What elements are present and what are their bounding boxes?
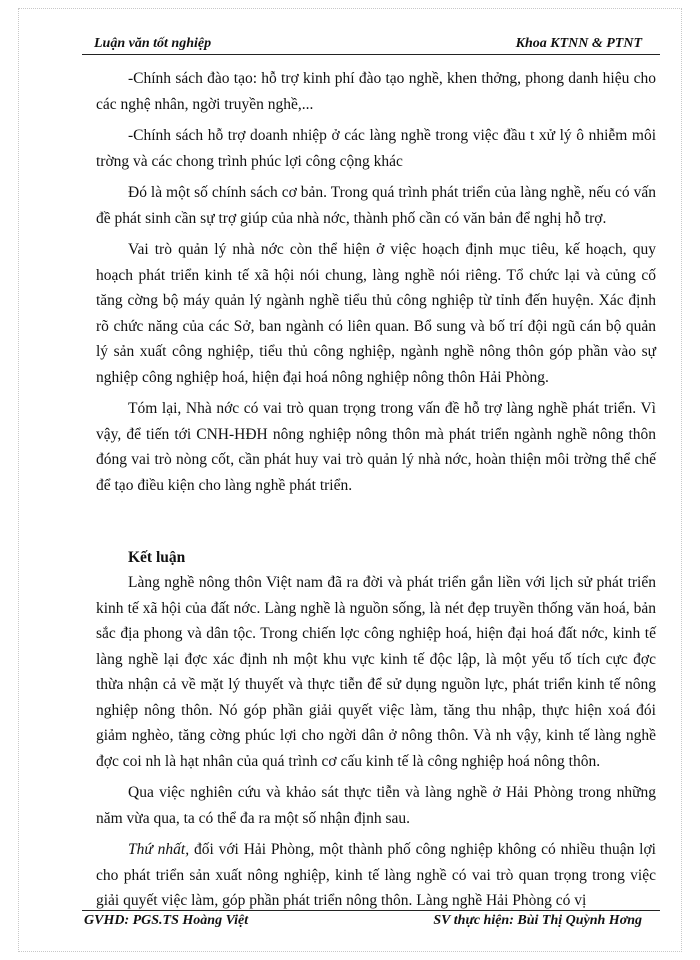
paragraph-basic-policies: Đó là một số chính sách cơ bản. Trong quá trình phát triển của làng nghề, nếu có vấn đề phát sinh cần sự trợ giúp của nhà nớc, thành phố cần có văn bản để nghị hỗ trợ. bbox=[96, 184, 656, 227]
page-footer bbox=[84, 913, 642, 931]
paragraph-conclusion-1: Làng nghề nông thôn Việt nam đã ra đời và phát triển gắn liền với lịch sử phát triển kinh tế xã hội của đất nớc. Làng nghề là nguồn sống, là nét đẹp truyền thống văn hoá, bản sắc địa phong và dân tộc. Trong chiến lợc công nghiệp hoá, hiện đại hoá đất nớc, kinh tế làng nghề lại đợc xác định nh một khu vực kinh tế độc lập, là một yếu tố tích cực đợc thừa nhận cả về mặt lý thuyết và thực tiễn để sử dụng nguồn lực, phát triển kinh tế nông nghiệp nông thôn. Nó góp phần giải quyết việc làm, tăng thu nhập, thực hiện xoá đói giảm nghèo, tăng cờng phúc lợi cho ngời dân ở nông thôn. Và nh vậy, kinh tế làng nghề đợc coi nh là hạt nhân của quá trình cơ cấu kinh tế là công nghiệp hoá nông thôn. bbox=[96, 574, 656, 770]
section-heading-conclusion: Kết luận bbox=[128, 549, 186, 566]
paragraph-state-management: Vai trò quản lý nhà nớc còn thể hiện ở việc hoạch định mục tiêu, kế hoạch, quy hoạch phát triển kinh tế xã hội nói chung, làng nghề nói riêng. Tổ chức lại và củng cố tăng cờng bộ máy quản lý ngành nghề tiểu thủ công nghiệp từ tỉnh đến huyện. Xác định rõ chức năng của các Sở, ban ngành có liên quan. Bổ sung và bố trí đội ngũ cán bộ quản lý sản xuất công nghiệp, tiểu thủ công nghiệp, ngành nghề nông thôn góp phần vào sự nghiệp công nghiệp hoá, hiện đại hoá nông nghiệp nông thôn Hải Phòng. bbox=[96, 241, 656, 386]
first-point-text: đối với Hải Phòng, một thành phố công nghiệp không có nhiều thuận lợi cho phát triển sản xuất nông nghiệp, kinh tế làng nghề có vai trò quan trọng trong việc giải quyết việc làm, góp phần phát triển nông thôn. Làng nghề Hải Phòng có vị bbox=[96, 841, 656, 909]
header-title-right: Khoa KTNN & PTNT bbox=[515, 36, 642, 51]
footer-student: SV thực hiện: Bùi Thị Quỳnh Hơng bbox=[433, 913, 642, 928]
footer-supervisor: GVHD: PGS.TS Hoàng Việt bbox=[84, 913, 249, 928]
first-point-lead: Thứ nhất, bbox=[128, 841, 190, 858]
section-spacer bbox=[96, 504, 656, 546]
header-rule bbox=[82, 54, 660, 55]
paragraph-first-point bbox=[96, 837, 656, 914]
paragraph-conclusion-2: Qua việc nghiên cứu và khảo sát thực tiễn và làng nghề ở Hải Phòng trong những năm vừa qua, ta có thể đa ra một số nhận định sau. bbox=[96, 784, 656, 827]
paragraph-enterprise-support: -Chính sách hỗ trợ doanh nhiệp ở các làng nghề trong việc đầu t xử lý ô nhiễm môi trờng và các chong trình phúc lợi công cộng khác bbox=[96, 127, 656, 170]
page-header bbox=[80, 36, 648, 54]
paragraph-training-policy: -Chính sách đào tạo: hỗ trợ kinh phí đào tạo nghề, khen thởng, phong danh hiệu cho các nghệ nhân, ngời truyền nghề,... bbox=[96, 70, 656, 113]
header-title-left: Luận văn tốt nghiệp bbox=[94, 36, 212, 51]
paragraph-summary: Tóm lại, Nhà nớc có vai trò quan trọng trong vấn đề hỗ trợ làng nghề phát triển. Vì vậy, để tiến tới CNH-HĐH nông nghiệp nông thôn mà phát triển ngành nghề nông thôn đóng vai trò nòng cốt, cần phát huy vai trò quản lý nhà nớc, hoàn thiện môi trờng thể chế để tạo điều kiện cho làng nghề phát triển. bbox=[96, 400, 656, 494]
document-body bbox=[96, 66, 656, 920]
footer-rule bbox=[82, 910, 660, 911]
